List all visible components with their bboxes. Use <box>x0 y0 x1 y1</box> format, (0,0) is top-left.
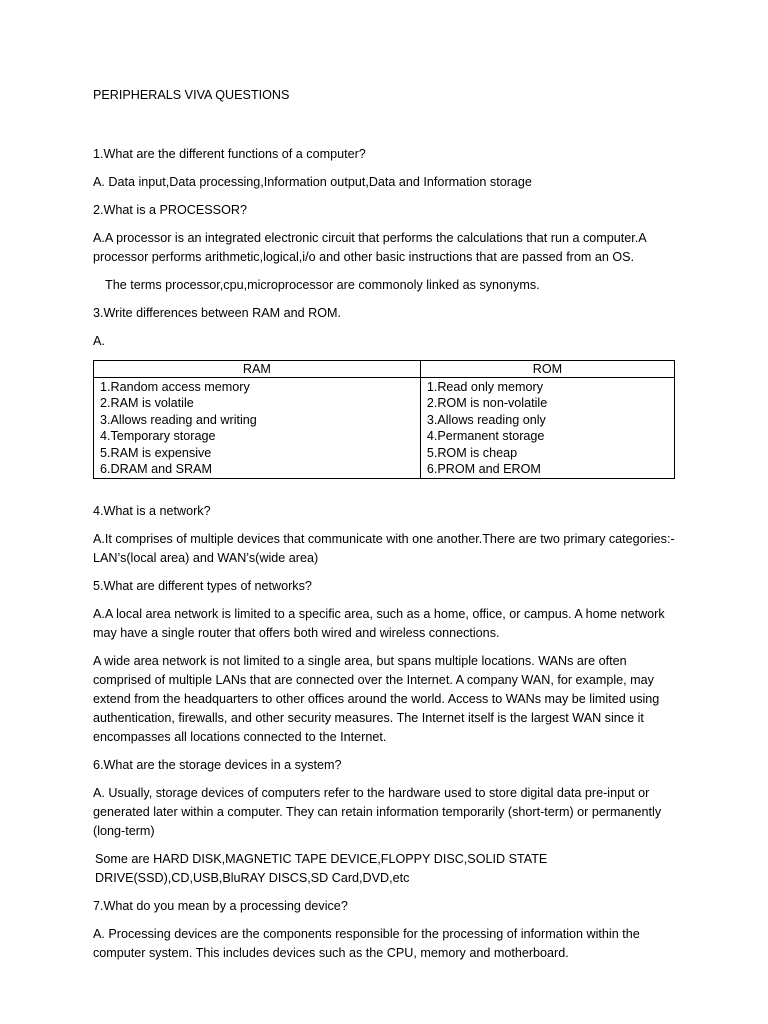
question-4: 4.What is a network? <box>93 504 211 519</box>
question-2: 2.What is a PROCESSOR? <box>93 203 247 217</box>
answer-2-continued: The terms processor,cpu,microprocessor are commonoly linked as synonyms. <box>105 278 540 292</box>
rom-item: 4.Permanent storage <box>426 429 545 444</box>
answer-1: A. Data input,Data processing,Information output,Data and Information storage <box>93 175 532 189</box>
question-5: 5.What are different types of networks? <box>93 579 312 594</box>
answer-4: A.It comprises of multiple devices that communicate with one another.There are two primary categories:-LAN’s(local area) and WAN’s(wide area) <box>93 532 675 566</box>
question-6: 6.What are the storage devices in a system? <box>93 758 342 773</box>
answer-3-label: A. <box>93 334 105 348</box>
table-header-row <box>94 361 675 378</box>
table-header-rom: ROM <box>420 361 674 378</box>
answer-5-continued: A wide area network is not limited to a single area, but spans multiple locations. WANs are often comprised of multiple LANs that are connected over the Internet. A company WAN, for example, may extend from the headquarters to other offices around the world. Access to WANs may be limited using authentication, firewalls, and other security measures. The Internet itself is the largest WAN since it encompasses all locations connected to the Internet. <box>93 654 660 745</box>
question-3: 3.Write differences between RAM and ROM. <box>93 306 342 320</box>
ram-rom-comparison-table <box>93 360 675 479</box>
answer-6: A. Usually, storage devices of computers refer to the hardware used to store digital data pre-input or generated later within a computer. They can retain information temporarily (short-term) or permanently (long-term) <box>93 786 662 839</box>
question-7: 7.What do you mean by a processing device? <box>93 899 348 914</box>
ram-item: 4.Temporary storage <box>100 429 216 444</box>
answer-5: A.A local area network is limited to a specific area, such as a home, office, or campus. A home network may have a single router that offers both wired and wireless connections. <box>93 607 665 641</box>
ram-item: 5.RAM is expensive <box>100 445 212 460</box>
answer-2: A.A processor is an integrated electronic circuit that performs the calculations that run a computer.A processor performs arithmetic,logical,i/o and other basic instructions that are passed from an OS. <box>93 231 647 264</box>
ram-item: 1.Random access memory <box>100 380 250 394</box>
rom-item: 2.ROM is non-volatile <box>426 396 548 411</box>
rom-item: 1.Read only memory <box>426 380 544 394</box>
answer-7: A. Processing devices are the components responsible for the processing of information within the computer system. This includes devices such as the CPU, memory and motherboard. <box>93 927 640 961</box>
ram-item: 6.DRAM and SRAM <box>100 462 212 477</box>
question-1: 1.What are the different functions of a computer? <box>93 147 366 161</box>
rom-item: 5.ROM is cheap <box>426 445 518 460</box>
table-row <box>94 378 675 479</box>
table-header-ram: RAM <box>94 361 421 378</box>
document-title: PERIPHERALS VIVA QUESTIONS <box>93 88 290 102</box>
document-page <box>93 86 683 972</box>
answer-6-continued: Some are HARD DISK,MAGNETIC TAPE DEVICE,FLOPPY DISC,SOLID STATE DRIVE(SSD),CD,USB,BluRAY DISCS,SD Card,DVD,etc <box>95 852 548 886</box>
ram-item: 3.Allows reading and writing <box>100 412 257 427</box>
rom-item: 6.PROM and EROM <box>426 462 541 477</box>
rom-item: 3.Allows reading only <box>426 412 546 427</box>
rom-column-cell <box>420 378 674 479</box>
ram-column-cell <box>94 378 421 479</box>
ram-item: 2.RAM is volatile <box>100 396 194 411</box>
